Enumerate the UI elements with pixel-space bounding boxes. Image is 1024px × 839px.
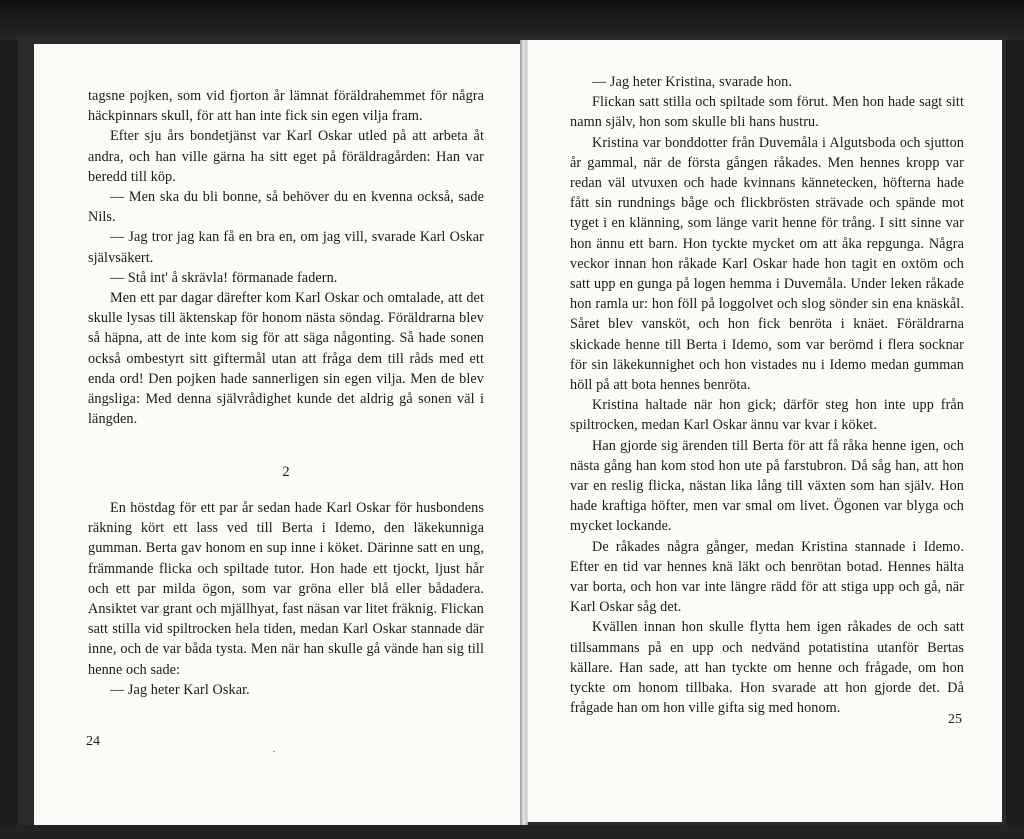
paragraph: — Jag heter Karl Oskar.	[110, 681, 250, 698]
paragraph: Men ett par dagar därefter kom Karl Oskar och omtalade, att det skulle lysas till äktenskap för honom nästa söndag. Föräldrarna blev så häpna, att de inte kom sig för att säga någonting. Så hade sonen också ombestyrt sitt giftermål utan att fråga dem till råds med ett enda ord! Den pojken hade sannerligen sin egen vilja. Men de blev ängsliga: Med denna självrådighet kunde det aldrig gå sonen väl i längden.	[88, 290, 484, 428]
paragraph: Kristina var bonddotter från Duvemåla i Algutsboda och sjutton år gammal, när de första gången råkades. Men hennes kropp var redan väl utvuxen och hade kvinnans kännetecken, höfterna hade fått sin rundnings båge och flickbrösten strävade och spände mot tyget i en klänning, som länge varit henne för trång. I sitt sinne var hon ännu ett barn. Hon tyckte mycket om att åka repgunga. Några veckor innan hon råkade Karl Oskar hade hon tagit en oxtöm och satt upp en gunga på logen hemma i Duvemåla. Under leken råkade hon ramla ur: hon föll på loggolvet och slog sönder sin ena knäskål. Såret blev vansköt, och hon fick benröta i knäet. Föräldrarna skickade henne till Berta i Idemo, som var berömd i flera socknar för sin läkekunnighet och hon vistades nu i Idemo medan gumman höll på att bota hennes benröta.	[570, 134, 964, 394]
scanner-bottom-edge	[0, 825, 1024, 839]
right-page	[526, 40, 1002, 822]
paragraph: — Jag heter Kristina, svarade hon.	[592, 74, 792, 90]
paragraph: Kvällen innan hon skulle flytta hem igen råkades de och satt tillsammans på en upp och nedvänd potatistina utanför Bertas källare. Han sade, att han tyckte om henne och frågade, om hon tyckte om honom tillbaka. Hon svarade att hon gjorde det. Då frågade han om hon ville gifta sig med honom.	[570, 619, 964, 717]
right-page-text	[570, 72, 964, 719]
chapter-number: 2	[282, 464, 290, 480]
page-number: 24	[86, 734, 100, 749]
paragraph: Han gjorde sig ärenden till Berta för att få råka henne igen, och nästa gång han kom stod hon ute på farstubron. Då såg han, att hon var en reslig flicka, nästan lika lång till växten som han själv. Hon hade kraftiga höfter, men var smal om livet. Ögonen var blyga och mycket lockande.	[570, 437, 964, 535]
page-number: 25	[948, 712, 962, 727]
paragraph: Efter sju års bondetjänst var Karl Oskar utled på att arbeta åt andra, och han ville gärna ha sitt eget på föräldragården: Han var beredd till köp.	[88, 128, 484, 185]
paragraph: Kristina haltade när hon gick; därför steg hon inte upp från spiltrocken, medan Karl Oskar ännu var kvar i köket.	[570, 397, 964, 434]
paragraph: tagsne pojken, som vid fjorton år lämnat föräldrahemmet för några häckpinnars skull, för att han inte fick sin egen vilja fram.	[88, 88, 484, 125]
ink-speck: ·	[272, 744, 276, 758]
left-page-section-2	[88, 498, 484, 700]
paragraph: En höstdag för ett par år sedan hade Karl Oskar för husbondens räkning kört ett lass ved till Berta i Idemo, den läkekunniga gumman. Berta gav honom en sup inne i köket. Därinne satt en ung, främmande flicka och spiltade tutor. Hon hade ett tjockt, ljust hår och ett par milda ögon, som var gröna eller blå eller bådadera. Ansiktet var grant och mjällhyat, fast näsan var litet fräknig. Flickan satt stilla vid spiltrocken hela tiden, medan Karl Oskar stannade där inne, och de var båda tysta. Men när han skulle gå vände han sig till henne och sade:	[88, 500, 484, 678]
left-page	[34, 44, 522, 830]
left-page-section-1	[88, 86, 484, 429]
paragraph: — Stå int' å skrävla! förmanade fadern.	[110, 269, 338, 286]
paragraph: — Men ska du bli bonne, så behöver du en kvenna också, sade Nils.	[88, 189, 484, 226]
paragraph: Flickan satt stilla och spiltade som förut. Men hon hade sagt sitt namn själv, hon som skulle bli hans hustru.	[570, 94, 964, 131]
paragraph: De råkades några gånger, medan Kristina stannade i Idemo. Efter en tid var hennes knä läkt och benrötan botad. Hennes hälta var borta, och hon var inte längre rädd för att stiga upp och gå, när Karl Oskar såg det.	[570, 538, 964, 616]
scanner-top-edge	[0, 0, 1024, 40]
paragraph: — Jag tror jag kan få en bra en, om jag vill, svarade Karl Oskar självsäkert.	[88, 229, 484, 266]
